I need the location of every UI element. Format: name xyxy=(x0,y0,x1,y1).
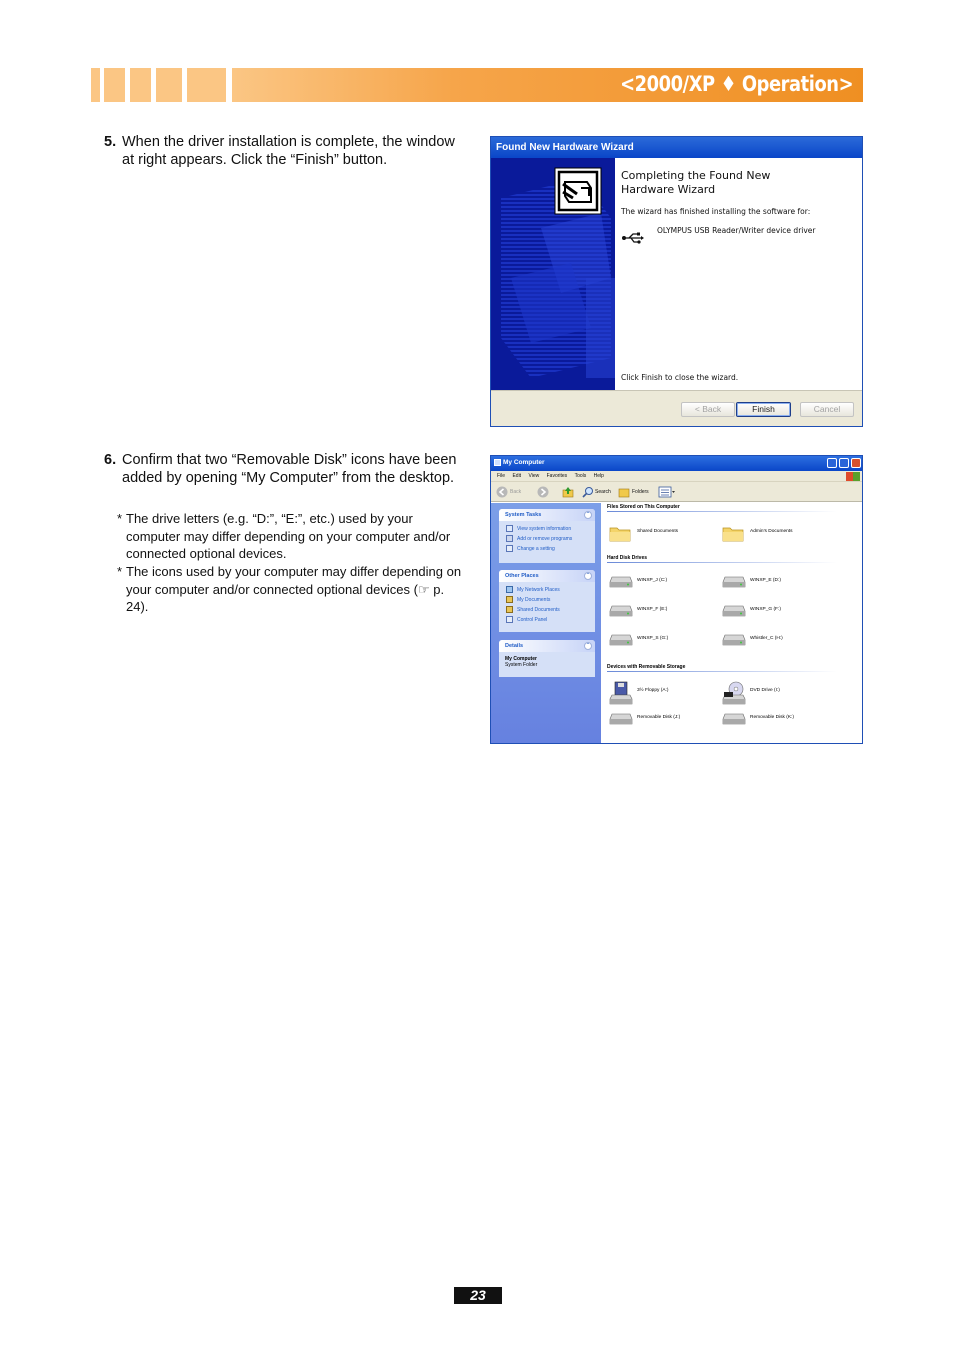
place-my-network-places[interactable] xyxy=(499,585,595,595)
item-label: DVD Drive (I:) xyxy=(750,688,780,693)
my-computer-title: My Computer xyxy=(503,459,545,466)
floppy-drive-icon xyxy=(609,681,633,705)
header-block-4 xyxy=(156,68,182,102)
up-folder-icon[interactable] xyxy=(562,486,574,498)
my-computer-window xyxy=(490,455,863,744)
back-arrow-icon[interactable] xyxy=(496,486,508,498)
page-number: 23 xyxy=(454,1287,502,1304)
search-icon[interactable] xyxy=(582,486,594,498)
system-tasks-header[interactable] xyxy=(499,509,595,521)
collapse-chevron-icon[interactable]: ˆ xyxy=(584,511,592,519)
wizard-close-text: Click Finish to close the wizard. xyxy=(621,373,739,382)
item-label: Removable Disk (K:) xyxy=(750,715,794,720)
note-2-star: * xyxy=(117,564,123,579)
menu-view[interactable]: View xyxy=(528,473,540,479)
search-label[interactable]: Search xyxy=(595,489,611,495)
step-6-note-2 xyxy=(117,563,462,616)
menu-file[interactable]: File xyxy=(497,473,506,479)
step-5-text: When the driver installation is complete, the window at right appears. Click the “Finish” button. xyxy=(122,134,455,168)
dvd-drive-icon xyxy=(722,681,746,705)
control-panel-icon xyxy=(506,545,513,552)
header-block-2 xyxy=(104,68,125,102)
hard-drive-icon xyxy=(609,634,633,646)
task-label: View system information xyxy=(517,525,572,532)
wizard-title: Found New Hardware Wizard xyxy=(491,137,862,158)
details-name: My Computer xyxy=(505,656,537,662)
step-6-number: 6. xyxy=(104,452,117,468)
note-1-star: * xyxy=(117,511,123,526)
details-header[interactable] xyxy=(499,640,595,652)
details-title: Details xyxy=(505,643,524,649)
item-label: WINXP_F (E:) xyxy=(637,607,668,612)
header-block-3 xyxy=(130,68,151,102)
forward-arrow-icon[interactable] xyxy=(537,486,549,498)
item-label: WINXP_G (F:) xyxy=(750,607,781,612)
item-label: Whistler_C (H:) xyxy=(750,636,783,641)
section-divider xyxy=(607,511,837,512)
place-my-documents[interactable] xyxy=(499,595,595,605)
details-body xyxy=(499,652,595,672)
step-5-number: 5. xyxy=(104,134,117,150)
removable-disk-icon xyxy=(722,713,746,725)
system-tasks-panel xyxy=(499,509,595,563)
item-label: 3½ Floppy (A:) xyxy=(637,688,669,693)
item-label: WINXP_J (C:) xyxy=(637,578,668,583)
wizard-device-name: OLYMPUS USB Reader/Writer device driver xyxy=(657,226,816,235)
item-label: WINXP_E (D:) xyxy=(750,578,781,583)
hard-drive-icon xyxy=(722,576,746,588)
toolbar xyxy=(491,482,862,502)
menu-help[interactable]: Help xyxy=(593,473,604,479)
place-label: My Documents xyxy=(517,596,551,603)
collapse-chevron-icon[interactable]: ˆ xyxy=(584,642,592,650)
item-label: WINXP_S (G:) xyxy=(637,636,669,641)
task-pane xyxy=(491,503,601,743)
hard-drive-icon xyxy=(609,576,633,588)
wizard-finished-text: The wizard has finished installing the software for: xyxy=(621,207,811,216)
section-files-heading: Files Stored on This Computer xyxy=(607,504,680,510)
hard-drive-icon xyxy=(722,605,746,617)
folders-label[interactable]: Folders xyxy=(632,489,649,495)
section-divider xyxy=(607,671,837,672)
item-label: Shared Documents xyxy=(637,529,679,534)
task-change-setting[interactable] xyxy=(499,544,595,554)
hard-drive-icon xyxy=(609,605,633,617)
note-1-text: The drive letters (e.g. “D:”, “E:”, etc.) used by your computer may differ depending on your computer and/or connected optional devices. xyxy=(126,511,451,561)
section-removable-heading: Devices with Removable Storage xyxy=(607,664,686,670)
wizard-side-graphic xyxy=(491,158,615,390)
windows-logo-icon xyxy=(846,472,860,481)
wizard-separator xyxy=(491,390,862,391)
place-label: My Network Places xyxy=(517,586,560,593)
header-bar xyxy=(232,68,863,102)
other-places-header[interactable] xyxy=(499,570,595,582)
details-panel xyxy=(499,640,595,677)
add-remove-icon xyxy=(506,535,513,542)
step-6-note-1 xyxy=(117,510,462,563)
place-control-panel[interactable] xyxy=(499,615,595,625)
folder-icon xyxy=(506,606,513,613)
menu-edit[interactable]: Edit xyxy=(512,473,522,479)
network-places-icon xyxy=(506,586,513,593)
control-panel-icon xyxy=(506,616,513,623)
usb-icon xyxy=(621,231,645,245)
header-block-1 xyxy=(91,68,100,102)
cancel-button[interactable]: Cancel xyxy=(800,402,854,417)
step-6-text: Confirm that two “Removable Disk” icons have been added by opening “My Computer” from the desktop. xyxy=(122,452,457,486)
place-shared-documents[interactable] xyxy=(499,605,595,615)
wizard-watermark-graphic xyxy=(491,158,615,390)
menu-bar xyxy=(491,471,862,482)
page-title: <2000/XP ♦ Operation> xyxy=(620,72,853,96)
back-button[interactable]: < Back xyxy=(681,402,735,417)
menu-tools[interactable]: Tools xyxy=(574,473,587,479)
item-label: Removable Disk (J:) xyxy=(637,715,681,720)
other-places-panel xyxy=(499,570,595,632)
step-6 xyxy=(104,452,466,487)
task-label: Change a setting xyxy=(517,545,555,552)
task-view-system-info[interactable] xyxy=(499,524,595,534)
wizard-content xyxy=(615,158,862,390)
place-label: Control Panel xyxy=(517,616,548,623)
header-block-5 xyxy=(187,68,226,102)
maximize-button[interactable] xyxy=(839,458,849,468)
folder-icon xyxy=(609,524,631,542)
wizard-heading-line-1: Completing the Found New xyxy=(621,169,771,182)
views-icon[interactable] xyxy=(658,486,676,498)
details-type: System Folder xyxy=(505,662,538,668)
system-tasks-title: System Tasks xyxy=(505,512,542,518)
place-label: Shared Documents xyxy=(517,606,560,613)
my-computer-titlebar xyxy=(491,456,862,471)
back-label[interactable]: Back xyxy=(510,489,522,495)
wizard-heading-line-2: Hardware Wizard xyxy=(621,183,716,196)
folders-icon[interactable] xyxy=(618,486,630,498)
other-places-title: Other Places xyxy=(505,573,539,579)
section-divider xyxy=(607,562,837,563)
hard-drive-icon xyxy=(722,634,746,646)
folder-icon xyxy=(722,524,744,542)
item-label: Admin's Documents xyxy=(750,529,793,534)
task-add-remove-programs[interactable] xyxy=(499,534,595,544)
hardware-wizard-icon xyxy=(555,168,601,214)
wizard-window xyxy=(490,136,863,427)
close-button[interactable] xyxy=(851,458,861,468)
section-hard-disk-heading: Hard Disk Drives xyxy=(607,555,648,561)
collapse-chevron-icon[interactable]: ˆ xyxy=(584,572,592,580)
note-2-text: The icons used by your computer may differ depending on your computer and/or connected optional devices (☞ p. 24). xyxy=(126,564,462,614)
task-label: Add or remove programs xyxy=(517,535,573,542)
menu-favorites[interactable]: Favorites xyxy=(546,473,568,479)
system-info-icon xyxy=(506,525,513,532)
finish-button[interactable]: Finish xyxy=(736,402,791,417)
removable-disk-icon xyxy=(609,713,633,725)
computer-icon xyxy=(494,459,501,466)
folder-icon xyxy=(506,596,513,603)
minimize-button[interactable] xyxy=(827,458,837,468)
content-pane xyxy=(601,503,862,743)
step-5 xyxy=(104,134,469,169)
